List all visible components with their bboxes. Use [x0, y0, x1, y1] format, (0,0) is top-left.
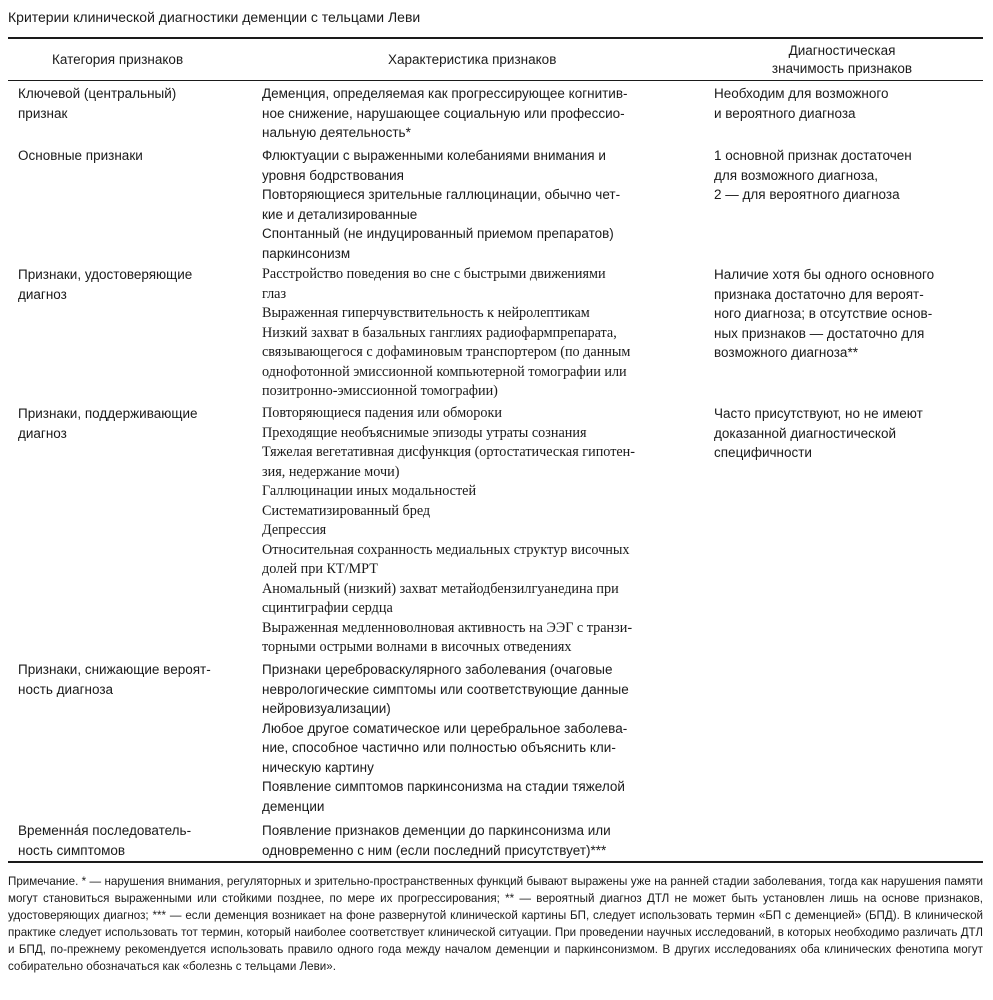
table-header-rule: [8, 80, 983, 81]
feature-line: Тяжелая вегетативная дисфункция (ортостатическая гипотен-: [262, 444, 636, 460]
table-header: [8, 40, 983, 80]
significance-line: доказанной диагностической: [714, 425, 897, 441]
features-cell: [262, 660, 702, 816]
table-title: Критерии клинической диагностики деменции с тельцами Леви: [8, 9, 421, 25]
significance-line: Необходим для возможного: [714, 86, 889, 101]
significance-line: 1 основной признак достаточен: [714, 148, 912, 163]
features-cell: [262, 265, 702, 402]
feature-line: Аномальный (низкий) захват метайодбензилгуанедина при: [262, 580, 619, 597]
table-top-rule: [8, 37, 983, 39]
significance-line: ного диагноза; в отсутствие основ-: [714, 306, 933, 321]
significance-line: ных признаков — достаточно для: [714, 325, 925, 341]
feature-line: одновременно с ним (если последний присутствует)***: [262, 842, 607, 858]
significance-line: специфичности: [714, 445, 812, 460]
significance-cell: [714, 404, 976, 463]
significance-line: для возможного диагноза,: [714, 167, 879, 183]
significance-line: признака достаточно для вероят-: [714, 286, 924, 302]
feature-line: Относительная сохранность медиальных структур височных: [262, 541, 630, 558]
header-significance-line: Диагностическая: [788, 43, 896, 58]
feature-line: Флюктуации с выраженными колебаниями внимания и: [262, 148, 606, 163]
features-cell: [262, 84, 702, 143]
category-line: Признаки, поддерживающие: [18, 406, 198, 421]
feature-line: долей при КТ/МРТ: [262, 561, 378, 577]
feature-line: однофотонной эмиссионной компьютерной томографии или: [262, 363, 627, 380]
feature-line: ное снижение, нарушающее социальную или профессио-: [262, 105, 625, 121]
feature-line: нейровизуализации): [262, 701, 391, 716]
header-category: Категория признаков: [52, 52, 184, 67]
feature-line: Признаки цереброваскулярного заболевания (очаговые: [262, 662, 613, 677]
feature-line: деменции: [262, 798, 325, 814]
feature-line: Выраженная медленноволновая активность на ЭЭГ с транзи-: [262, 619, 633, 636]
feature-line: паркинсонизм: [262, 245, 351, 261]
feature-line: нальную деятельность*: [262, 125, 411, 140]
features-cell: [262, 404, 702, 658]
feature-line: Низкий захват в базальных ганглиях радиофармпрепарата,: [262, 324, 617, 341]
feature-line: торными острыми волнами в височных отведениях: [262, 639, 572, 655]
feature-line: Появление признаков деменции до паркинсонизма или: [262, 823, 611, 838]
significance-cell: [714, 84, 976, 123]
feature-line: ние, способное частично или полностью объяснить кли-: [262, 740, 616, 755]
features-cell: [262, 146, 702, 263]
feature-line: уровня бодрствования: [262, 167, 404, 183]
feature-line: Галлюцинации иных модальностей: [262, 483, 477, 499]
significance-line: возможного диагноза**: [714, 345, 858, 360]
feature-line: Любое другое соматическое или церебральное заболева-: [262, 720, 628, 736]
feature-line: Расстройство поведения во сне с быстрыми движениями: [262, 266, 606, 282]
category-cell: [18, 265, 253, 304]
category-cell: [18, 146, 253, 166]
significance-cell: [714, 265, 976, 363]
feature-line: Депрессия: [262, 522, 327, 538]
features-cell: [262, 821, 702, 860]
header-features: Характеристика признаков: [388, 52, 557, 67]
category-line: признак: [18, 105, 68, 121]
significance-line: Наличие хотя бы одного основного: [714, 267, 935, 282]
feature-line: Деменция, определяемая как прогрессирующее когнитив-: [262, 86, 628, 101]
category-cell: [18, 660, 253, 699]
feature-line: глаз: [262, 285, 287, 302]
significance-line: 2 — для вероятного диагноза: [714, 187, 900, 202]
category-line: Признаки, снижающие вероят-: [18, 662, 211, 677]
header-significance-line: значимость признаков: [771, 61, 913, 76]
significance-cell: [714, 146, 976, 205]
feature-line: сцинтиграфии сердца: [262, 600, 393, 616]
table-bottom-rule: [8, 861, 983, 863]
category-cell: [18, 404, 253, 443]
category-line: диагноз: [18, 286, 67, 302]
significance-line: и вероятного диагноза: [714, 105, 856, 121]
category-line: Основные признаки: [18, 148, 143, 163]
feature-line: Спонтанный (не индуцированный приемом препаратов): [262, 226, 614, 241]
significance-line: Часто присутствуют, но не имеют: [714, 406, 923, 421]
feature-line: ническую картину: [262, 759, 374, 775]
category-cell: [18, 821, 253, 860]
feature-line: позитронно-эмиссионной томографии): [262, 383, 498, 399]
feature-line: Выраженная гиперчувствительность к нейролептикам: [262, 305, 590, 321]
category-line: ность симптомов: [18, 842, 126, 858]
feature-line: кие и детализированные: [262, 206, 418, 222]
table-footnote: Примечание. * — нарушения внимания, регуляторных и зрительно-пространственных функций бывают выражены уже на ранней стадии заболевания, тогда как нарушения памяти могут становиться выраженными или стойкими позднее, по мере их прогрессирования; ** — вероятный диагноз ДТЛ не может быть установлен лишь на основе признаков, удостоверяющих диагноз; *** — если деменция возникает на фоне развернутой клинической картины БП, следует использовать термин «БП с деменцией» (БПД). В клинической практике следует использовать тот термин, который наиболее соответствует клинической ситуации. При проведении научных исследований, в которых необходимо различать ДТЛ и БПД, по-прежнему рекомендуется использовать правило одного года между началом деменции и паркинсонизмом. В других исследованиях оба клинических фенотипа могут собирательно обозначаться как «болезнь с тельцами Леви».: [8, 875, 983, 973]
feature-line: Повторяющиеся падения или обмороки: [262, 405, 502, 421]
feature-line: Преходящие необъяснимые эпизоды утраты сознания: [262, 424, 587, 441]
feature-line: Появление симптомов паркинсонизма на стадии тяжелой: [262, 779, 625, 794]
header-significance: [712, 42, 972, 78]
feature-line: зия, недержание мочи): [262, 463, 400, 480]
feature-line: неврологические симптомы или соответствующие данные: [262, 681, 629, 697]
category-line: ность диагноза: [18, 681, 114, 697]
feature-line: связывающегося с дофаминовым транспортером (по данным: [262, 344, 631, 360]
category-cell: [18, 84, 253, 123]
feature-line: Систематизированный бред: [262, 502, 431, 519]
category-line: Ключевой (центральный): [18, 86, 177, 101]
feature-line: Повторяющиеся зрительные галлюцинации, обычно чет-: [262, 187, 621, 202]
category-line: диагноз: [18, 425, 67, 441]
category-line: Признаки, удостоверяющие: [18, 267, 193, 282]
category-line: Временна́я последователь-: [18, 823, 192, 838]
